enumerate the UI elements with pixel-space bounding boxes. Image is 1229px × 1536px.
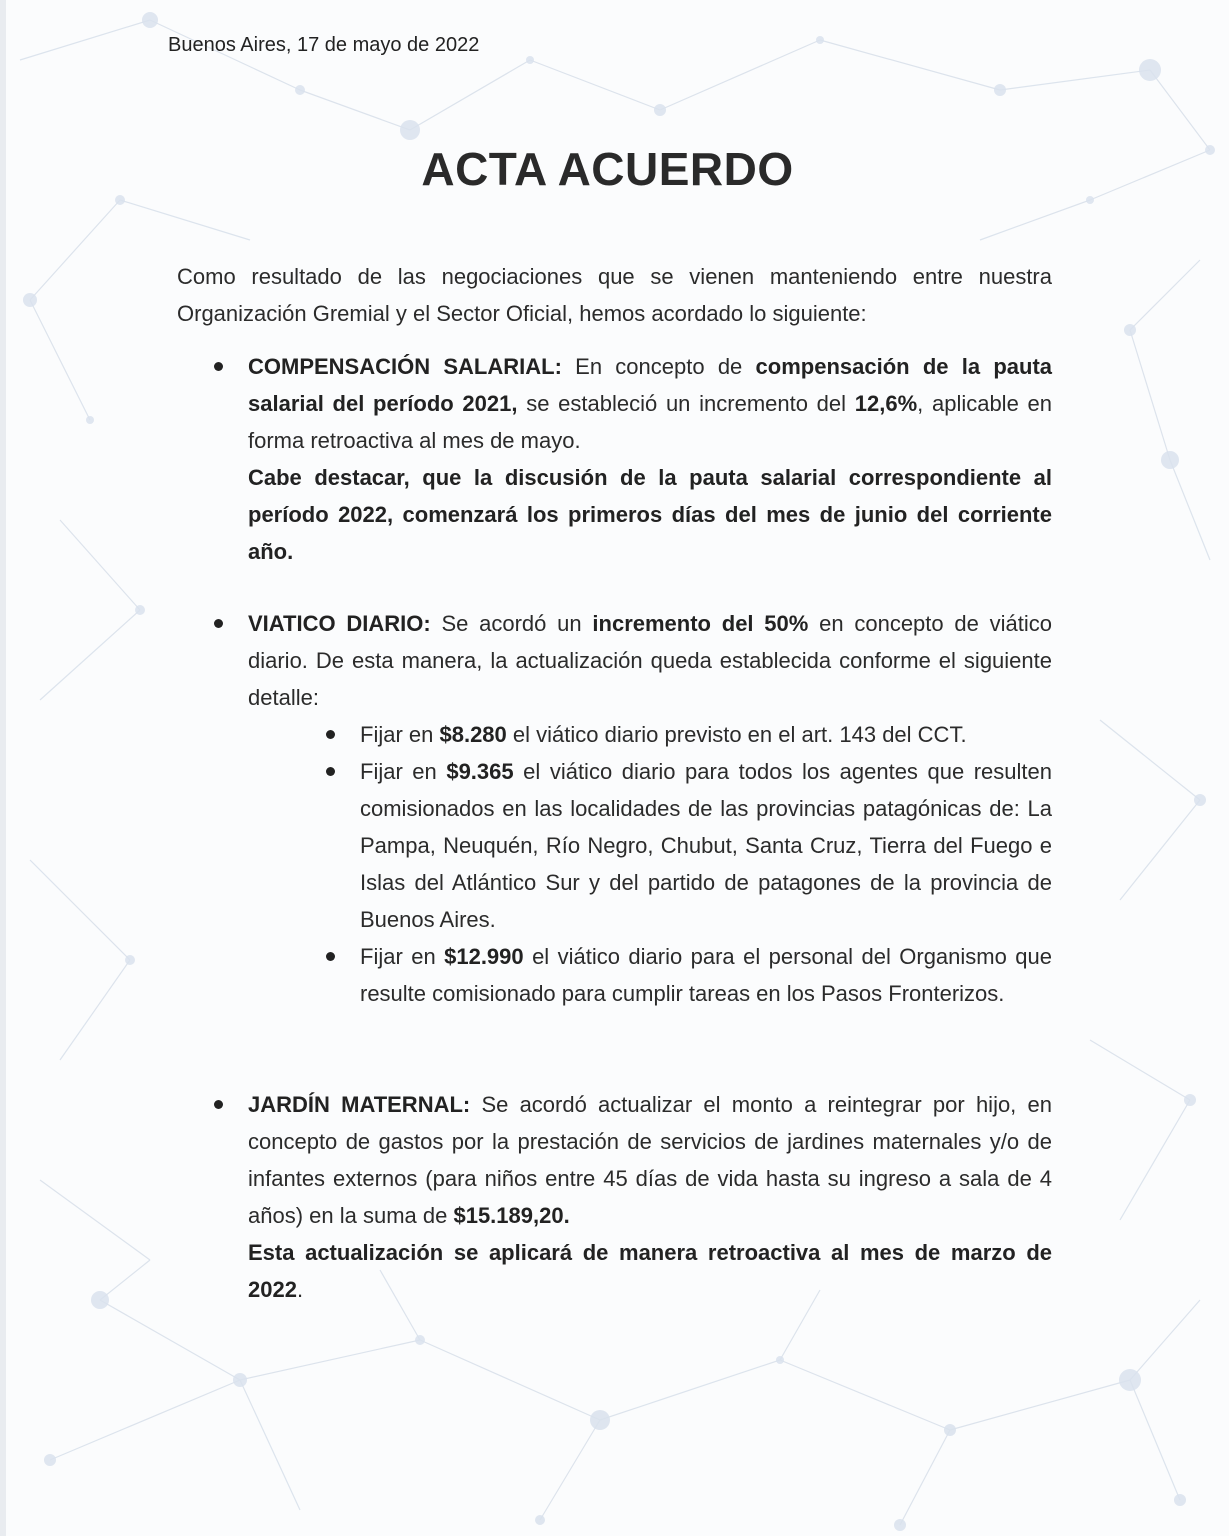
compensacion-text-1: En concepto de [561, 354, 756, 379]
bullet-icon [326, 952, 335, 961]
jardin-amount: $15.189,20. [453, 1203, 570, 1228]
compensacion-heading: COMPENSACIÓN SALARIAL: [248, 354, 562, 379]
intro-paragraph: Como resultado de las negociaciones que se vienen manteniendo entre nuestra Organización Gremial y el Sector Oficial, hemos acordado lo siguiente: [177, 264, 1052, 326]
bullet-icon [214, 362, 223, 371]
jardin-text-1: Se acordó actualizar el monto a reintegrar por hijo, en concepto de gastos por la prestación de servicios de jardines maternales y/o de infantes externos (para niños entre 45 días de vida hasta su ingreso a sala de 4 años) en la suma de [248, 1092, 1052, 1228]
viatico-paragraph [248, 605, 1052, 716]
viatico-item-pre: Fijar en [360, 722, 440, 747]
compensacion-note [248, 459, 1052, 570]
viatico-heading: VIATICO DIARIO: [248, 611, 431, 636]
bullet-icon [326, 730, 335, 739]
jardin-note-text: Esta actualización se aplicará de manera retroactiva al mes de marzo de 2022 [248, 1240, 1052, 1302]
viatico-item-post: el viático diario para el personal del Organismo que resulte comisionado para cumplir tareas en los Pasos Fronterizos. [360, 944, 1052, 1006]
section-viatico-diario [248, 605, 1052, 716]
viatico-item-amount: $9.365 [446, 759, 514, 784]
document-title: ACTA ACUERDO [421, 143, 794, 195]
bullet-icon [214, 1100, 223, 1109]
viatico-item-post: el viático diario para todos los agentes que resulten comisionados en las localidades de las provincias patagónicas de: La Pampa, Neuquén, Río Negro, Chubut, Santa Cruz, Tierra del Fuego e Islas del Atlántico Sur y del partido de patagones de la provincia de Buenos Aires. [360, 759, 1052, 932]
section-compensacion-salarial [248, 348, 1052, 570]
jardin-paragraph [248, 1086, 1052, 1234]
viatico-item-pre: Fijar en [360, 944, 445, 969]
viatico-item-amount: $12.990 [444, 944, 524, 969]
compensacion-bold-1: compensación de la pauta salarial del período 2021, [248, 354, 1053, 416]
viatico-increment: incremento del 50% [592, 611, 809, 636]
compensacion-text-2: se estableció un incremento del [517, 391, 855, 416]
viatico-item-amount: $8.280 [439, 722, 507, 747]
jardin-heading: JARDÍN MATERNAL: [248, 1092, 471, 1117]
compensacion-text-3: , aplicable en forma retroactiva al mes de mayo. [248, 391, 1052, 453]
section-jardin-maternal [248, 1086, 1052, 1308]
viatico-item-pre: Fijar en [360, 759, 447, 784]
viatico-item [360, 938, 1052, 1012]
jardin-note [248, 1234, 1052, 1308]
bullet-icon [326, 767, 335, 776]
compensacion-paragraph [248, 348, 1052, 459]
viatico-item [360, 753, 1052, 938]
viatico-text-1: Se acordó un [430, 611, 593, 636]
compensacion-percent: 12,6% [854, 391, 918, 416]
date-line: Buenos Aires, 17 de mayo de 2022 [168, 34, 480, 56]
jardin-note-end: . [296, 1277, 304, 1302]
compensacion-note-text: Cabe destacar, que la discusión de la pauta salarial correspondiente al período 2022, comenzará los primeros días del mes de junio del corriente año. [248, 465, 1052, 564]
viatico-text-2: en concepto de viático diario. De esta manera, la actualización queda establecida conforme el siguiente detalle: [248, 611, 1052, 710]
viatico-item-post: el viático diario previsto en el art. 143 del CCT. [506, 722, 967, 747]
viatico-item [360, 716, 1052, 753]
bullet-icon [214, 619, 223, 628]
